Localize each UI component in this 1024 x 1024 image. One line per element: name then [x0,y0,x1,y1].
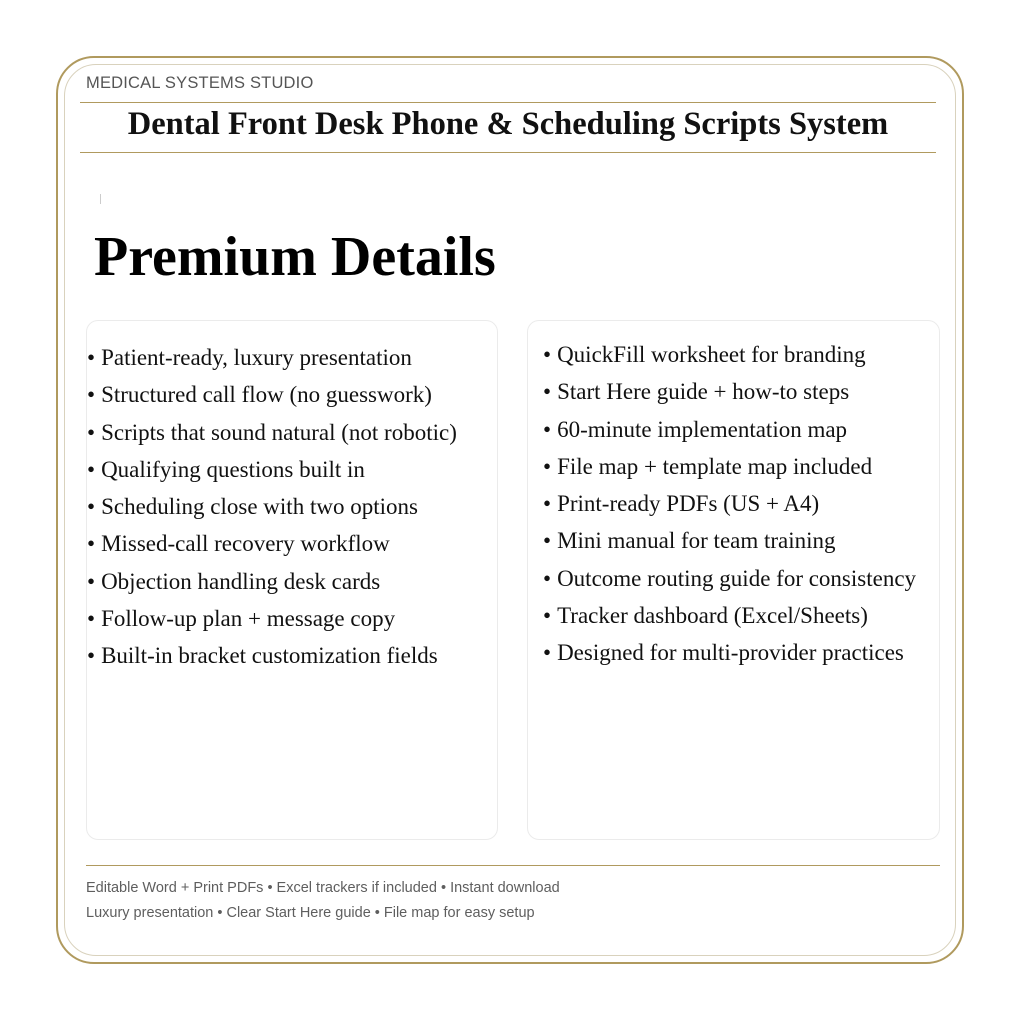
feature-text: Built-in bracket customization fields [101,643,438,669]
bullet-icon: • [87,419,96,445]
list-item [87,525,457,562]
list-item [543,336,916,373]
feature-text: QuickFill worksheet for branding [557,342,866,367]
feature-text: Objection handling desk cards [101,568,381,594]
feature-text: Structured call flow (no guesswork) [101,382,432,408]
list-item [87,600,457,637]
feature-text: Scripts that sound natural (not robotic) [101,419,457,445]
list-item [543,522,916,559]
bullet-icon: • [87,494,96,520]
studio-name: MEDICAL SYSTEMS STUDIO [86,74,314,92]
bullet-icon: • [87,568,96,594]
list-item [87,339,457,376]
feature-text: Follow-up plan + message copy [101,606,396,632]
footer-line-2: Luxury presentation • Clear Start Here guide • File map for easy setup [86,905,535,921]
list-item [87,563,457,600]
feature-text: File map + template map included [557,453,873,479]
feature-list-left [87,339,457,675]
feature-text: Scheduling close with two options [101,494,418,520]
feature-text: Start Here guide + how-to steps [557,379,850,405]
list-item [543,597,916,634]
feature-text: Mini manual for team training [557,528,836,554]
section-title: Premium Details [94,226,496,288]
bullet-icon: • [543,491,552,517]
list-item [87,637,457,674]
feature-text: Tracker dashboard (Excel/Sheets) [557,603,868,629]
product-title: Dental Front Desk Phone & Scheduling Scripts System [127,106,889,142]
bullet-icon: • [543,453,552,479]
bullet-icon: • [87,456,96,482]
feature-text: Print-ready PDFs (US + A4) [557,491,820,517]
list-item [543,448,916,485]
bullet-icon: • [543,416,552,442]
feature-text: 60-minute implementation map [557,416,848,442]
top-divider [80,102,936,103]
list-item [543,634,916,671]
feature-text: Patient-ready, luxury presentation [101,345,412,370]
bullet-icon: • [543,342,552,367]
title-divider [80,152,936,153]
list-item [543,560,916,597]
bullet-icon: • [543,640,552,666]
feature-text: Designed for multi-provider practices [557,640,904,666]
list-item [543,373,916,410]
feature-text: Outcome routing guide for consistency [557,565,917,591]
feature-text: Qualifying questions built in [101,456,365,482]
bullet-icon: • [87,643,96,669]
list-item [543,485,916,522]
bullet-icon: • [87,531,96,557]
list-item [87,376,457,413]
list-item [543,411,916,448]
bullet-icon: • [543,528,552,554]
feature-list-right [543,336,916,672]
bullet-icon: • [543,565,552,591]
bullet-icon: • [543,379,552,405]
list-item [87,488,457,525]
bullet-icon: • [87,382,96,408]
list-item [87,451,457,488]
footer-line-1: Editable Word + Print PDFs • Excel trackers if included • Instant download [86,880,560,896]
feature-text: Missed-call recovery workflow [101,531,390,557]
list-item [87,414,457,451]
bullet-icon: • [87,345,96,370]
bullet-icon: • [87,606,96,632]
decorative-mark [100,194,101,204]
bullet-icon: • [543,603,552,629]
footer-divider [86,865,940,866]
